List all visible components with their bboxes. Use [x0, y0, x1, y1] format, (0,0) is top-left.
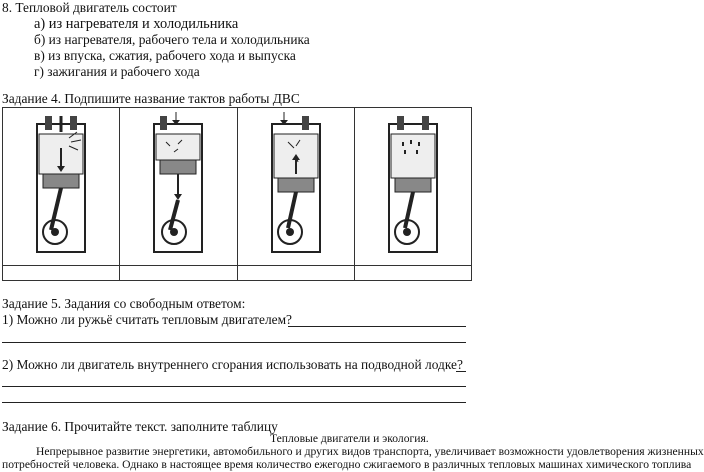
task-5-title: Задание 5. Задания со свободным ответом: [2, 296, 246, 311]
question-8-title: 8. Тепловой двигатель состоит [2, 0, 177, 15]
task-4-title: Задание 4. Подпишите название тактов работы ДВС [2, 91, 300, 106]
text-title: Тепловые двигатели и экология. [270, 432, 429, 445]
engine-intake-illustration [31, 112, 91, 262]
engine-power-illustration [266, 112, 326, 262]
engine-exhaust-illustration [383, 112, 443, 262]
engine-strokes-table [2, 107, 472, 281]
stroke-cell-3 [237, 108, 354, 266]
answer-line-2c[interactable] [2, 402, 466, 403]
task-6-title: Задание 6. Прочитайте текст. заполните таблицу [2, 419, 278, 434]
question-8-option-d: г) зажигания и рабочего хода [34, 64, 200, 79]
engine-compression-illustration [148, 112, 208, 262]
question-8-option-b: б) из нагревателя, рабочего тела и холодильника [34, 32, 310, 47]
stroke-answer-1[interactable] [3, 266, 120, 281]
task-5-question-1: 1) Можно ли ружьё считать тепловым двигателем? [2, 312, 292, 327]
stroke-cell-4 [354, 108, 471, 266]
question-8-option-a: а) из нагревателя и холодильника [34, 16, 239, 32]
answer-line-1a[interactable] [288, 326, 466, 327]
question-8-option-c: в) из впуска, сжатия, рабочего хода и выпуска [34, 48, 296, 63]
answer-line-2b[interactable] [2, 386, 466, 387]
paragraph-line-2: потребностей человека. Однако в настоящее время количество ежегодно сжигаемого в различных тепловых машинах химического топлива [2, 458, 692, 471]
answer-line-1b[interactable] [2, 342, 466, 343]
stroke-answer-4[interactable] [354, 266, 471, 281]
stroke-cell-2 [120, 108, 237, 266]
stroke-answer-2[interactable] [120, 266, 237, 281]
paragraph-line-1: Непрерывное развитие энергетики, автомобильного и других видов транспорта, увеличивает возможности удовлетворения жизненных [36, 445, 704, 458]
task-5-question-2: 2) Можно ли двигатель внутреннего сгорания использовать на подводной лодке? [2, 357, 463, 372]
answer-line-2a[interactable] [456, 371, 466, 372]
stroke-answer-3[interactable] [237, 266, 354, 281]
stroke-cell-1 [3, 108, 120, 266]
